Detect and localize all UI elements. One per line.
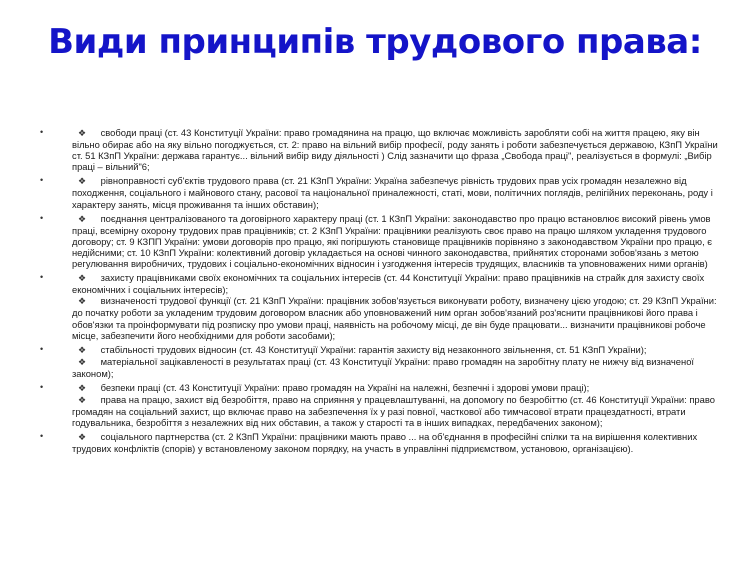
list-item-centralized-contractual: [40, 213, 720, 269]
four-diamond-icon: ❖: [78, 395, 87, 406]
list-item-text: свободи праці (ст. 43 Конституції України: право громадянина на працю, що включає можливість заробляти собі на життя працею, яку він вільно обирає або на яку вільно погоджується, ст. 2: право на вільний вибір професії, роду занять і роботи забезпечується державою, КЗпП України ст. 51 КЗпП України: держава гарантує... вільний вибір виду діяльності ) Слід зазначити що фраза „Свобода праці", реалізується в формулі: „Вибір праці – вільний"6;: [72, 127, 718, 173]
bullet-dot-icon: •: [40, 127, 44, 137]
list-item-equality: [40, 175, 720, 209]
bullet-dot-icon: •: [40, 381, 44, 392]
slide-title: Види принципів трудового права:: [48, 22, 702, 62]
list-item-interest-protection: [40, 272, 720, 295]
list-item-text: соціального партнерства (ст. 2 КЗпП України: працівники мають право ... на об'єднання в професійні спілки та на вирішення колективних трудових конфліктів (спорів) у встановленому законом порядку, на участь в управлінні підприємством, установою, організацією).: [72, 431, 698, 455]
list-item-text: захисту працівниками своїх економічних та соціальних інтересів (ст. 44 Конституції України: право працівників на страйк для захисту своїх економічних і соціальних інтересів);: [72, 272, 705, 296]
list-item-text: рівноправності суб'єктів трудового права (ст. 21 КЗпП України: Україна забезпечує рівність трудових прав усіх громадян незалежно від походження, соціального і майнового стану, расової та національної приналежності, статі, мови, політичних поглядів, релігійних переконань, роду і характеру занять, місця проживання та інших обставин);: [72, 175, 713, 210]
list-item-stability: [40, 344, 720, 356]
list-item-text: права на працю, захист від безробіття, право на сприяння у працевлаштуванні, на допомогу по безробіттю (ст. 46 Конституції України: право громадян на соціальний захист, що включає право на забезпечення їх у разі повної, часткової або тимчасової втрати працездатності, втрати годувальника, безробіття з незалежних від них обставин, а також у старості та в інших випадках, передбачених законом);: [72, 394, 715, 429]
four-diamond-icon: ❖: [78, 273, 87, 284]
bullet-dot-icon: •: [40, 212, 44, 223]
list-item-material-interest: [40, 356, 720, 379]
four-diamond-icon: ❖: [78, 296, 87, 307]
list-item-labor-safety: [40, 382, 720, 394]
bullet-dot-icon: •: [40, 272, 44, 283]
list-item-text: матеріальної зацікавленості в результатах праці (ст. 43 Конституції України: право громадян на заробітну плату не нижчу від визначеної законом);: [72, 355, 695, 379]
bullet-dot-icon: •: [40, 175, 44, 186]
four-diamond-icon: ❖: [78, 213, 87, 224]
four-diamond-icon: ❖: [78, 128, 87, 138]
list-item-text: безпеки праці (ст. 43 Конституції України: право громадян на Україні на належні, безпечні і здорові умови праці);: [100, 381, 590, 393]
bullet-dot-icon: •: [40, 343, 44, 354]
four-diamond-icon: ❖: [78, 344, 87, 355]
four-diamond-icon: ❖: [78, 382, 87, 393]
list-item-labor-function: [40, 295, 720, 340]
list-item-text: визначеності трудової функції (ст. 21 КЗпП України: працівник зобов'язується виконувати роботу, визначену цією угодою; ст. 29 КЗпП України: до початку роботи за укладеним трудовим договором власник або уповноважений ним орган зобов'язаний роз'яснити працівникові його права і обов'язки та проінформувати під розписку про умови праці, наявність на робочому місці, де він буде працювати... визначити працівникові робоче місце, забезпечити його необхідними для роботи засобами);: [72, 295, 717, 341]
list-item-text: стабільності трудових відносин (ст. 43 Конституції України: гарантія захисту від незаконного звільнення, ст. 51 КЗпП України);: [100, 343, 647, 355]
list-item-social-partnership: [40, 431, 720, 454]
four-diamond-icon: ❖: [78, 432, 87, 443]
four-diamond-icon: ❖: [78, 176, 87, 187]
four-diamond-icon: ❖: [78, 356, 87, 367]
list-item-text: поєднання централізованого та договірного характеру праці (ст. 1 КЗпП України: законодавство про працю встановлює високий рівень умов праці, всемірну охорону трудових прав працівників; ст. 2 КЗпП України: працівники реалізують своє право на працю шляхом укладення трудового договору; ст. 9 КЗПП України: умови договорів про працю, які погіршують становище працівників порівняно з законодавством України про працю, є недійсними; ст. 10 КЗпП України: колективний договір укладається на основі чинного законодавства, прийнятих сторонами зобов'язань з метою регулювання виробничих, трудових і соціально-економічних відносин і узгодження інтересів трудящих, власників та уповноважених ними органів): [72, 212, 713, 270]
principles-list: [40, 127, 720, 455]
list-item-right-to-work: [40, 394, 720, 428]
bullet-dot-icon: •: [40, 431, 44, 442]
list-item-labor-freedom: [40, 127, 720, 172]
